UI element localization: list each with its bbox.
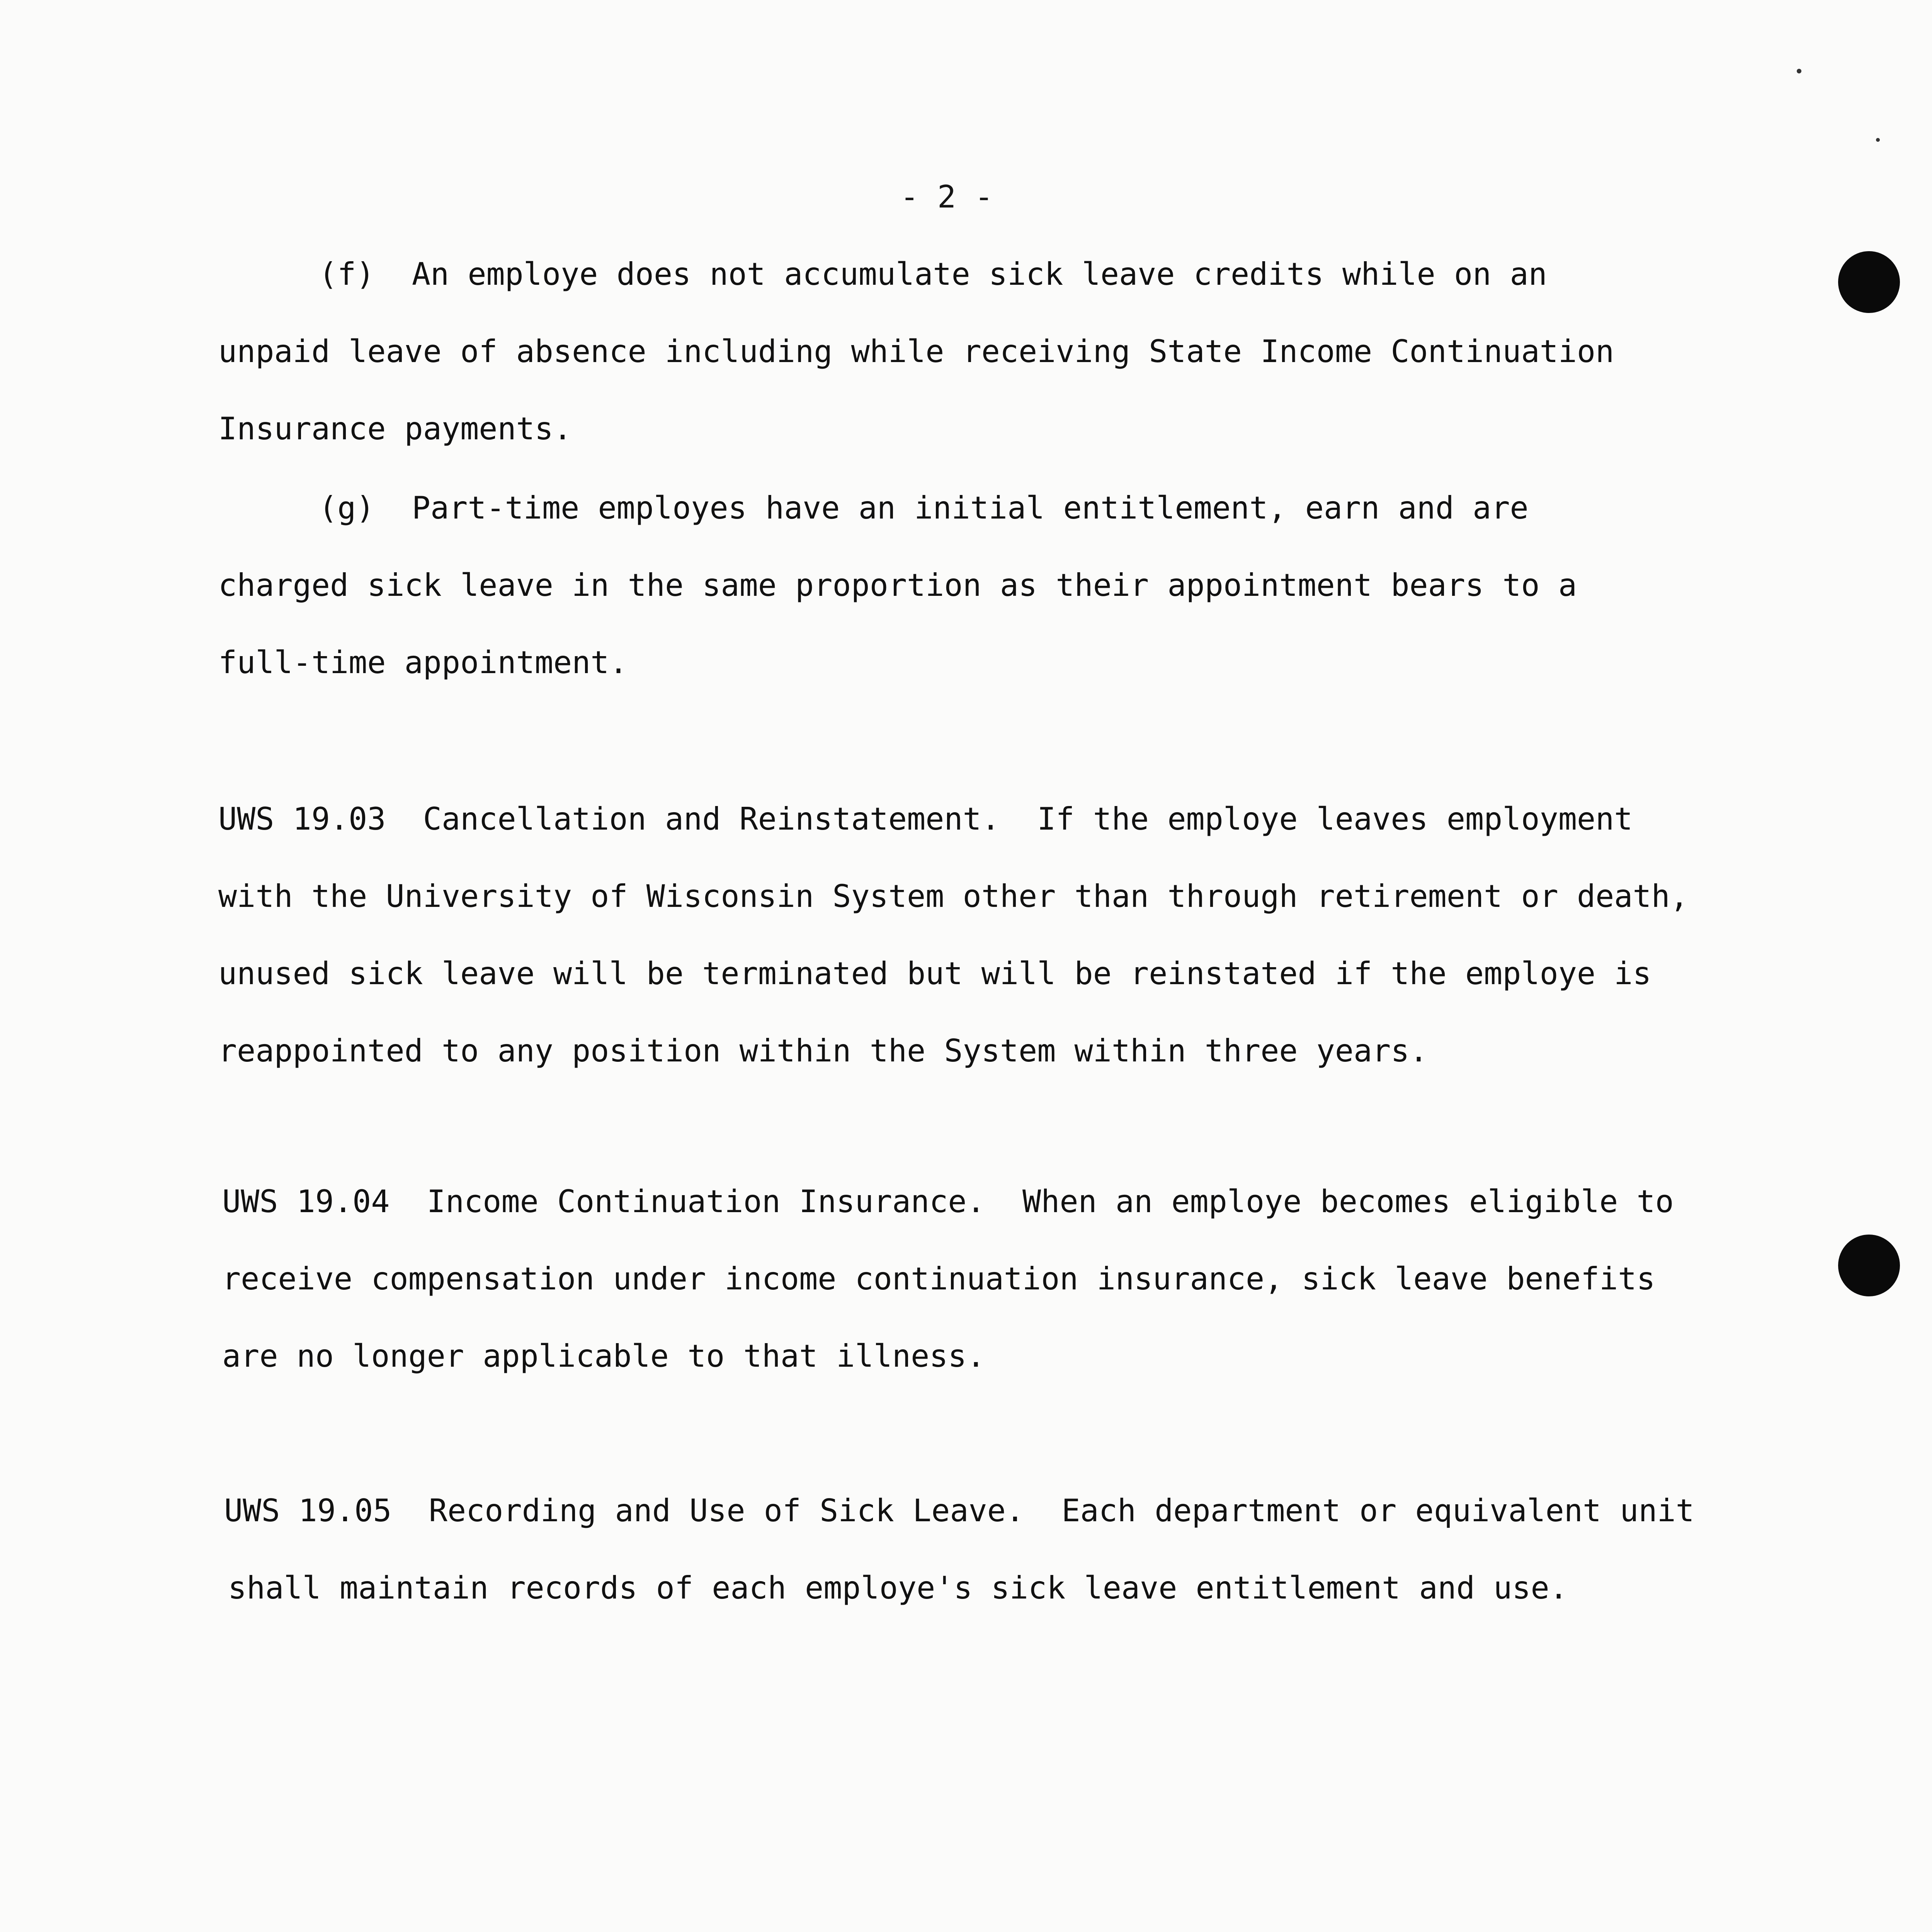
- paragraph-g-line-1: (g) Part-time employes have an initial entitlement, earn and are: [319, 490, 1529, 526]
- paragraph-g-line-2: charged sick leave in the same proportion as their appointment bears to a: [218, 567, 1577, 603]
- binder-hole-middle: [1838, 1235, 1900, 1296]
- paragraph-f-line-1: (f) An employe does not accumulate sick leave credits while on an: [319, 256, 1547, 292]
- section-19-05-line-2: shall maintain records of each employe's sick leave entitlement and use.: [228, 1570, 1568, 1606]
- paragraph-f-line-3: Insurance payments.: [218, 411, 572, 447]
- section-19-03-line-3: unused sick leave will be terminated but will be reinstated if the employe is: [218, 956, 1651, 992]
- section-19-05-line-1: UWS 19.05 Recording and Use of Sick Leave. Each department or equivalent unit: [224, 1493, 1694, 1529]
- paragraph-g-line-3: full-time appointment.: [218, 645, 628, 680]
- section-19-03-line-2: with the University of Wisconsin System other than through retirement or death,: [218, 878, 1689, 914]
- section-19-04-line-1: UWS 19.04 Income Continuation Insurance. When an employe becomes eligible to: [222, 1184, 1674, 1219]
- section-19-04-line-3: are no longer applicable to that illness.: [222, 1338, 985, 1374]
- binder-hole-top: [1838, 251, 1900, 313]
- scan-speck: [1797, 69, 1801, 73]
- paragraph-f-line-2: unpaid leave of absence including while receiving State Income Continuation: [218, 333, 1614, 369]
- section-19-03-line-1: UWS 19.03 Cancellation and Reinstatement. If the employe leaves employment: [218, 801, 1633, 837]
- section-19-03-line-4: reappointed to any position within the System within three years.: [218, 1033, 1428, 1069]
- section-19-04-line-2: receive compensation under income continuation insurance, sick leave benefits: [222, 1261, 1655, 1297]
- page-number: - 2 -: [900, 179, 993, 215]
- scan-speck: [1876, 138, 1880, 142]
